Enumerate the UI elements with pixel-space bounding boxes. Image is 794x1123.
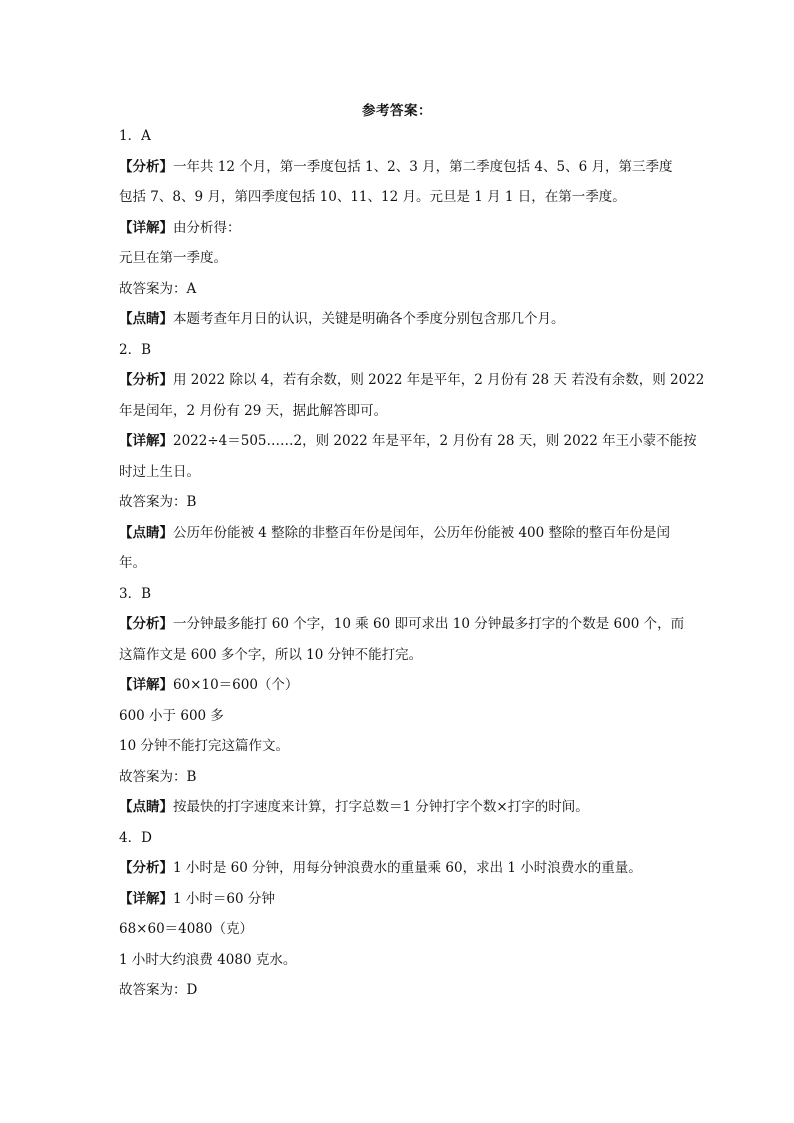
line-text: 由分析得： [173,219,241,236]
answer-line [119,457,675,488]
answer-line [119,213,675,244]
line-text: 公历年份能被 4 整除的非整百年份是闰年，公历年份能被 400 整除的整百年份是闰 [173,524,671,541]
line-text: 2．B [119,341,152,358]
line-tag: 【详解】 [119,219,173,236]
line-tag: 【详解】 [119,677,173,693]
answer-line [119,701,675,732]
answer-line [119,884,675,915]
answer-line [119,945,675,976]
line-text: 时过上生日。 [119,463,200,480]
answer-line [119,823,675,854]
line-text: 一分钟最多能打 60 个字，10 乘 60 即可求出 10 分钟最多打字的个数是 600 个，而 [173,616,685,632]
line-text: 本题考查年月日的认识，关键是明确各个季度分别包含那几个月。 [173,311,565,327]
answer-line [119,609,685,640]
answer-line [119,792,675,823]
line-tag: 【详解】 [119,433,173,449]
answer-line [119,365,705,396]
line-text: 故答案为：D [119,982,198,998]
line-tag: 【分析】 [119,372,173,388]
answer-line [119,182,675,213]
line-tag: 【分析】 [119,860,173,876]
answer-line [119,670,675,701]
line-text: 这篇作文是 600 多个字，所以 10 分钟不能打完。 [119,646,423,663]
answer-line [119,487,675,518]
answer-line [119,975,675,1006]
line-text: 按最快的打字速度来计算，打字总数＝1 分钟打字个数×打字的时间。 [173,799,589,815]
answer-line [119,243,675,274]
line-text: 68×60＝4080（克） [119,921,254,937]
line-tag: 【分析】 [119,158,173,175]
line-tag: 【详解】 [119,890,173,907]
answer-line [119,640,675,671]
line-text: 1 小时是 60 分钟，用每分钟浪费水的重量乘 60，求出 1 小时浪费水的重量。 [173,860,642,876]
answer-line [119,853,675,884]
line-text: 600 小于 600 多 [119,707,224,724]
answer-line [119,152,675,183]
line-text: 1．A [119,128,151,144]
answer-line [119,548,675,579]
line-text: 故答案为：B [119,768,197,785]
answer-line [119,335,675,366]
line-text: 10 分钟不能打完这篇作文。 [119,738,289,754]
answer-line [119,731,675,762]
line-text: 元旦在第一季度。 [119,250,227,266]
line-text: 年是闰年，2 月份有 29 天，据此解答即可。 [119,402,388,419]
line-text: 1 小时大约浪费 4080 克水。 [119,951,297,968]
line-text: 包括 7、8、9 月，第四季度包括 10、11、12 月。元旦是 1 月 1 日，在第一季度。 [119,189,626,205]
line-tag: 【点睛】 [119,524,173,541]
line-text: 4．D [119,829,152,846]
answer-line [119,762,675,793]
answer-line [119,426,697,457]
page-title: 参考答案： [362,103,432,119]
line-tag: 【点睛】 [119,311,173,327]
line-text: 1 小时＝60 分钟 [173,890,275,907]
answer-line [119,396,675,427]
line-text: 用 2022 除以 4，若有余数，则 2022 年是平年，2 月份有 28 天 若没有余数，则 2022 [173,372,705,388]
answer-line [119,914,675,945]
line-text: 2022÷4＝505……2，则 2022 年是平年，2 月份有 28 天，则 2022 年王小蒙不能按 [173,433,697,449]
line-text: 60×10＝600（个） [173,677,299,693]
line-text: 故答案为：B [119,494,197,510]
answer-line [119,121,675,152]
line-text: 3．B [119,585,152,602]
line-tag: 【分析】 [119,616,173,632]
answer-line [119,518,675,549]
answer-line [119,304,675,335]
line-text: 故答案为：A [119,280,197,297]
answer-line [119,274,675,305]
line-text: 年。 [119,555,146,571]
line-tag: 【点睛】 [119,799,173,815]
answer-content [119,121,705,1006]
answer-line [119,579,675,610]
line-text: 一年共 12 个月，第一季度包括 1、2、3 月，第二季度包括 4、5、6 月，第三季度 [173,158,673,175]
